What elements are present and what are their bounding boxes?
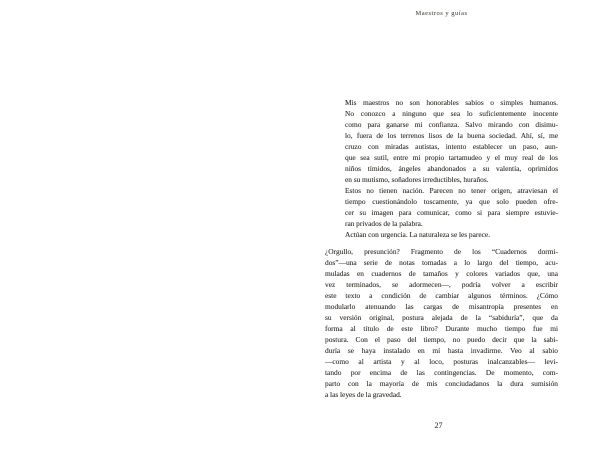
text-line: tando por encima de las contingencias. De momento, com- (325, 368, 558, 377)
text-line: vez terminados, se adormecen—, podría volver a escribir (325, 280, 558, 289)
running-head: Maestros y guías (415, 10, 468, 17)
text-line: Estos no tienen nación. Parecen no tener origen, atraviesan el (345, 186, 558, 195)
text-line: que sea sutil, entre mi propio tartamudeo y el muy real de los (345, 153, 558, 162)
text-line: —como al artista y al loco, posturas inalcanzables— levi- (325, 357, 558, 366)
page-number: 27 (434, 421, 443, 430)
text-line: Actúan con urgencia. La naturaleza se les parece. (345, 230, 491, 239)
body-text-block (325, 246, 558, 400)
indented-quote-block (345, 97, 558, 240)
paragraph (325, 246, 558, 400)
text-line: parto con la mayoría de mis conciudadanos la dura sumisión (325, 379, 558, 388)
text-line: dos”—una serie de notas tomadas a lo largo del tiempo, acu- (325, 258, 558, 267)
text-line: su versión original, postura alejada de la “sabiduría”, que da (325, 313, 558, 322)
text-line: tiempo cuestionándolo toscamente, ya que solo pueden ofre- (345, 197, 558, 206)
text-line: niños tímidos, ángeles abandonados a su valentía, oprimidos (345, 164, 558, 173)
text-line: ¿Orgullo, presunción? Fragmento de los “Cuadernos dormi- (325, 247, 558, 256)
text-line: cruzo con miradas autistas, intento establecer un paso, aun- (345, 142, 558, 151)
text-line: duría se haya instalado en mí hasta invadirme. Veo al sabio (325, 346, 558, 355)
text-line: postura. Con el paso del tiempo, no puedo decir que la sabi- (325, 335, 558, 344)
text-line: a las leyes de la gravedad. (325, 390, 402, 399)
text-line: forma al título de este libro? Durante mucho tiempo fue mi (325, 324, 558, 333)
paragraph (345, 97, 558, 185)
text-line: lo, fuera de los terrenos lisos de la buena sociedad. Ahí, sí, me (345, 131, 558, 140)
text-line: cer su imagen para comunicar, como si para siempre estuvie- (345, 208, 558, 217)
text-line: como para ganarse mi confianza. Salvo mirando con disimu- (345, 120, 558, 129)
paragraph (345, 185, 558, 229)
text-line: en su mutismo, soñadores irreductibles, huraños. (345, 175, 489, 184)
text-line: modularlo atenuando las cargas de misantropía presentes en (325, 302, 558, 311)
text-line: este texto a condición de cambiar algunos términos. ¿Cómo (325, 291, 558, 300)
text-line: No conozco a ninguno que sea lo suficientemente inocente (345, 109, 558, 118)
text-line: muladas en cuadernos de tamaños y colores variados que, una (325, 269, 558, 278)
text-line: Mis maestros no son honorables sabios o simples humanos. (345, 98, 558, 107)
text-line: ran privados de la palabra. (345, 219, 423, 228)
paragraph (345, 229, 558, 240)
